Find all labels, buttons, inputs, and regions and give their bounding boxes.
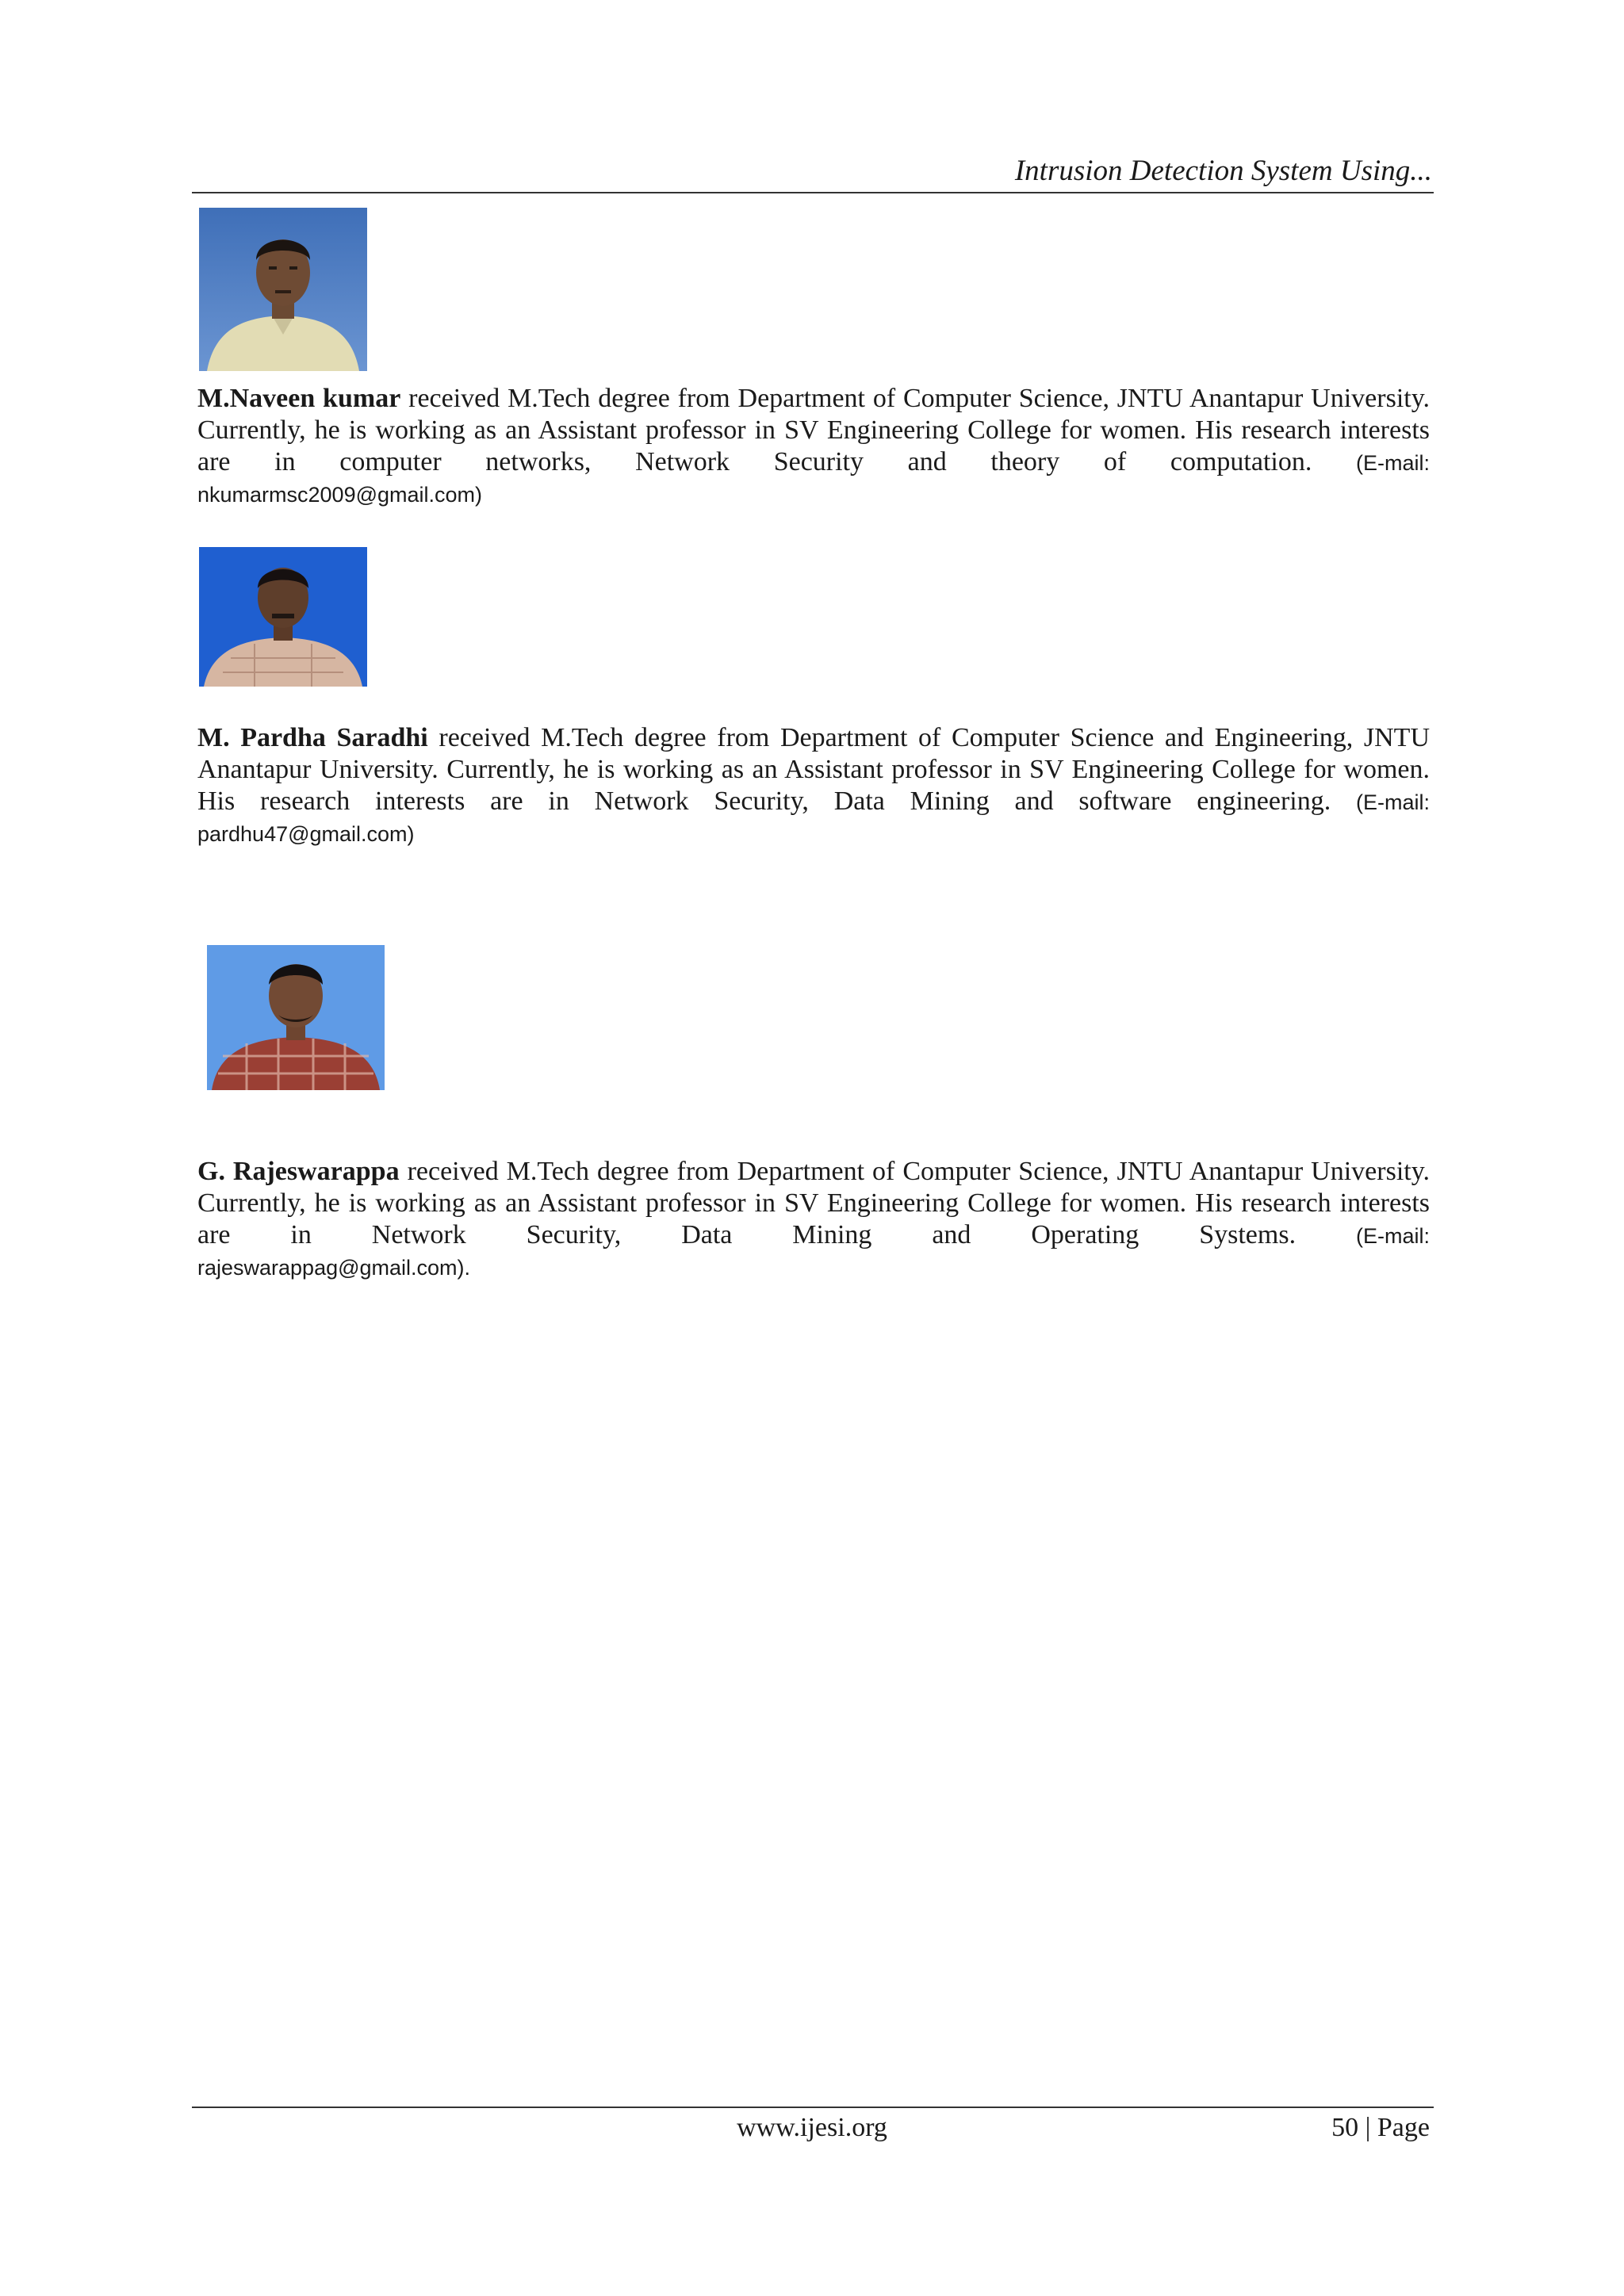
author-bio-text: received M.Tech degree from Department of Computer Science, JNTU Anantapur University. Currently, he is working as an Assistant professor in SV Engineering College for women. His research interests are in computer networks, Network Security and theory of computation. [197, 384, 1431, 476]
author-bio-text: received M.Tech degree from Department of Computer Science and Engineering, JNTU Anantapur University. Currently, he is working as an Assistant professor in SV Engineering College for women. His research interests are in Network Security, Data Mining and software engineering. [197, 723, 1430, 816]
email-label: (E-mail: [1356, 451, 1430, 475]
email-label: (E-mail: [1356, 1224, 1430, 1248]
footer-website[interactable]: www.ijesi.org [737, 2113, 887, 2142]
footer-rule [192, 2107, 1434, 2108]
portrait-photo-icon [207, 945, 385, 1090]
author-email[interactable]: nkumarmsc2009@gmail.com) [197, 483, 483, 507]
author-email[interactable]: pardhu47@gmail.com) [197, 822, 415, 846]
author-email[interactable]: rajeswarappag@gmail.com). [197, 1256, 471, 1280]
author-name: M.Naveen kumar [197, 384, 401, 413]
author-name: M. Pardha Saradhi [197, 723, 428, 752]
portrait-photo-icon [199, 208, 367, 371]
portrait-photo-icon [199, 547, 367, 687]
header-rule [192, 192, 1434, 193]
email-label: (E-mail: [1356, 790, 1430, 814]
footer-page-number: 50 | Page [1331, 2113, 1430, 2142]
author-photo-pardha [199, 547, 367, 687]
author-name: G. Rajeswarappa [197, 1157, 400, 1186]
author-bio-naveen [197, 383, 1430, 511]
author-photo-naveen [199, 208, 367, 371]
author-bio-text: received M.Tech degree from Department of Computer Science, JNTU Anantapur University. Currently, he is working as an Assistant professor in SV Engineering College for women. His research interests are in Network Security, Data Mining and Operating Systems. [197, 1157, 1431, 1249]
author-photo-rajeswarappa [207, 945, 385, 1090]
author-bio-pardha [197, 722, 1430, 850]
author-bio-rajeswarappa [197, 1156, 1430, 1284]
running-header: Intrusion Detection System Using... [1014, 155, 1432, 187]
